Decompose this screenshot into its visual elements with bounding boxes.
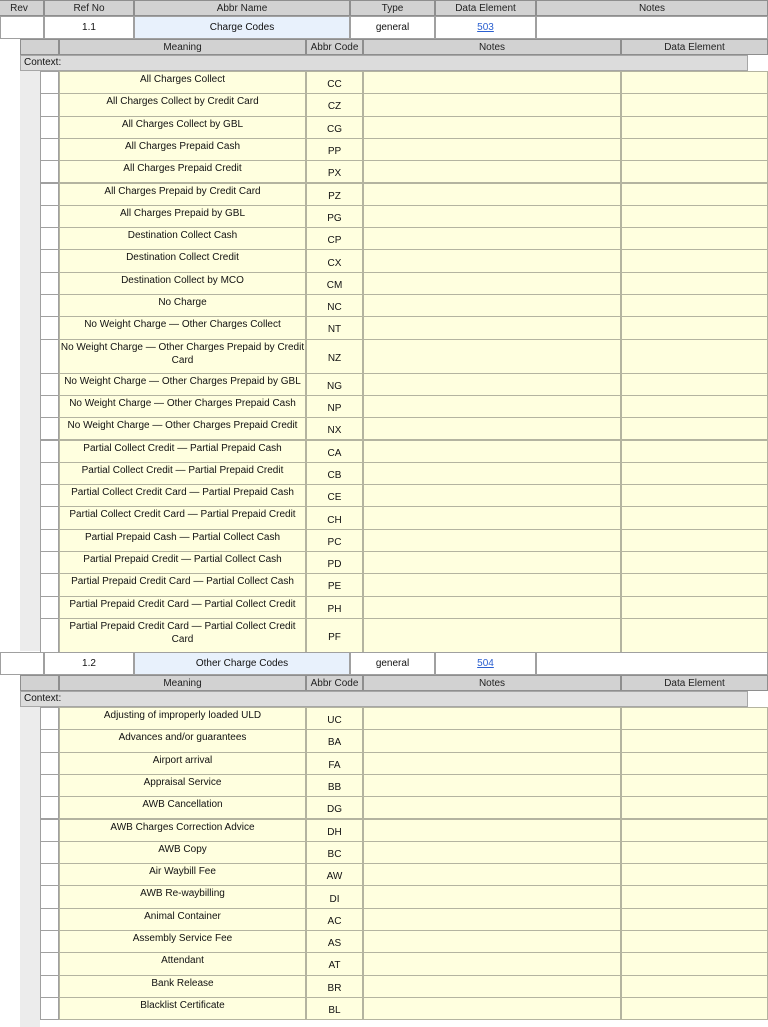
abbr-code-cell: NT (306, 316, 363, 339)
sub-header-spacer (20, 39, 59, 55)
col-header-ref-no: Ref No (44, 0, 134, 16)
abbr-code-cell: CH (306, 506, 363, 529)
row-notes-cell (363, 93, 621, 116)
row-select-cell[interactable] (40, 774, 59, 797)
abbr-code-cell: PX (306, 160, 363, 183)
meaning-cell: Destination Collect Cash (59, 227, 306, 250)
row-select-cell[interactable] (40, 395, 59, 418)
row-select-cell[interactable] (40, 138, 59, 161)
row-notes-cell (363, 952, 621, 975)
abbr-code-cell: BL (306, 997, 363, 1020)
row-data-element-cell (621, 272, 768, 295)
row-select-cell[interactable] (40, 707, 59, 730)
row-select-cell[interactable] (40, 930, 59, 953)
sub-header-notes: Notes (363, 39, 621, 55)
row-data-element-cell (621, 395, 768, 418)
sub-header-abbr-code: Abbr Code (306, 39, 363, 55)
meaning-cell: Bank Release (59, 975, 306, 998)
row-notes-cell (363, 506, 621, 529)
meaning-cell: All Charges Collect by GBL (59, 116, 306, 139)
row-notes-cell (363, 841, 621, 864)
meaning-cell: Partial Collect Credit Card — Partial Prepaid Cash (59, 484, 306, 507)
row-data-element-cell (621, 183, 768, 206)
abbr-name-cell: Charge Codes (134, 16, 350, 39)
row-data-element-cell (621, 484, 768, 507)
sub-header-notes: Notes (363, 675, 621, 691)
row-notes-cell (363, 183, 621, 206)
abbr-code-cell: CM (306, 272, 363, 295)
meaning-cell: Partial Prepaid Credit — Partial Collect Cash (59, 551, 306, 574)
row-notes-cell (363, 774, 621, 797)
sub-header-data-element: Data Element (621, 39, 768, 55)
data-element-link[interactable]: 503 (477, 22, 494, 33)
meaning-cell: No Weight Charge — Other Charges Prepaid by GBL (59, 373, 306, 396)
meaning-cell: Destination Collect by MCO (59, 272, 306, 295)
row-notes-cell (363, 885, 621, 908)
abbr-code-cell: PG (306, 205, 363, 228)
row-data-element-cell (621, 975, 768, 998)
abbr-code-cell: PE (306, 573, 363, 596)
meaning-cell: No Charge (59, 294, 306, 317)
row-data-element-cell (621, 506, 768, 529)
abbr-code-cell: AS (306, 930, 363, 953)
rev-image-cell (0, 16, 44, 39)
abbr-name-cell: Other Charge Codes (134, 652, 350, 675)
row-select-cell[interactable] (40, 440, 59, 463)
abbr-code-cell: PF (306, 618, 363, 653)
row-notes-cell (363, 707, 621, 730)
col-header-data-element: Data Element (435, 0, 536, 16)
meaning-cell: All Charges Prepaid by GBL (59, 205, 306, 228)
sub-header-meaning: Meaning (59, 675, 306, 691)
sub-header-abbr-code: Abbr Code (306, 675, 363, 691)
meaning-cell: Partial Collect Credit — Partial Prepaid Credit (59, 462, 306, 485)
meaning-cell: Air Waybill Fee (59, 863, 306, 886)
row-data-element-cell (621, 249, 768, 272)
row-data-element-cell (621, 116, 768, 139)
meaning-cell: No Weight Charge — Other Charges Collect (59, 316, 306, 339)
sub-header-data-element: Data Element (621, 675, 768, 691)
row-data-element-cell (621, 205, 768, 228)
meaning-cell: AWB Re-waybilling (59, 885, 306, 908)
sub-header-spacer (20, 675, 59, 691)
row-notes-cell (363, 417, 621, 440)
row-data-element-cell (621, 573, 768, 596)
ref-no-cell: 1.1 (44, 16, 134, 39)
meaning-cell: Appraisal Service (59, 774, 306, 797)
row-notes-cell (363, 484, 621, 507)
row-data-element-cell (621, 796, 768, 819)
row-select-cell[interactable] (40, 160, 59, 183)
abbr-code-cell: PH (306, 596, 363, 619)
data-element-cell (435, 652, 536, 675)
abbr-code-cell: BR (306, 975, 363, 998)
row-data-element-cell (621, 71, 768, 94)
row-data-element-cell (621, 774, 768, 797)
row-select-cell[interactable] (40, 885, 59, 908)
row-notes-cell (363, 116, 621, 139)
row-select-cell[interactable] (40, 596, 59, 619)
row-notes-cell (363, 339, 621, 374)
row-notes-cell (363, 316, 621, 339)
row-notes-cell (363, 596, 621, 619)
row-notes-cell (363, 373, 621, 396)
meaning-cell: Animal Container (59, 908, 306, 931)
context-row: Context: (20, 55, 748, 71)
row-data-element-cell (621, 294, 768, 317)
row-data-element-cell (621, 930, 768, 953)
context-row: Context: (20, 691, 748, 707)
row-notes-cell (363, 796, 621, 819)
row-select-cell[interactable] (40, 908, 59, 931)
col-header-notes: Notes (536, 0, 768, 16)
row-select-cell[interactable] (40, 841, 59, 864)
meaning-cell: Blacklist Certificate (59, 997, 306, 1020)
row-select-cell[interactable] (40, 71, 59, 94)
row-data-element-cell (621, 93, 768, 116)
abbr-code-cell: PP (306, 138, 363, 161)
row-data-element-cell (621, 997, 768, 1020)
row-data-element-cell (621, 227, 768, 250)
row-data-element-cell (621, 551, 768, 574)
row-select-cell[interactable] (40, 975, 59, 998)
row-select-cell[interactable] (40, 294, 59, 317)
row-notes-cell (363, 462, 621, 485)
meaning-cell: Destination Collect Credit (59, 249, 306, 272)
row-notes-cell (363, 294, 621, 317)
row-data-element-cell (621, 160, 768, 183)
row-notes-cell (363, 227, 621, 250)
type-cell: general (350, 16, 435, 39)
meaning-cell: AWB Charges Correction Advice (59, 819, 306, 842)
meaning-cell: Adjusting of improperly loaded ULD (59, 707, 306, 730)
abbr-code-cell: CZ (306, 93, 363, 116)
row-data-element-cell (621, 138, 768, 161)
abbr-code-cell: DI (306, 885, 363, 908)
row-notes-cell (363, 930, 621, 953)
abbr-code-cell: PC (306, 529, 363, 552)
row-data-element-cell (621, 339, 768, 374)
row-select-cell[interactable] (40, 729, 59, 752)
row-select-cell[interactable] (40, 997, 59, 1020)
abbr-code-cell: NP (306, 395, 363, 418)
row-data-element-cell (621, 373, 768, 396)
row-notes-cell (363, 160, 621, 183)
data-element-link[interactable]: 504 (477, 658, 494, 669)
abbr-code-cell: NC (306, 294, 363, 317)
row-select-cell[interactable] (40, 227, 59, 250)
abbr-code-cell: CG (306, 116, 363, 139)
meaning-cell: Attendant (59, 952, 306, 975)
abbr-code-cell: CE (306, 484, 363, 507)
row-select-cell[interactable] (40, 462, 59, 485)
row-select-cell[interactable] (40, 205, 59, 228)
abbr-code-cell: CB (306, 462, 363, 485)
meaning-cell: All Charges Prepaid by Credit Card (59, 183, 306, 206)
row-data-element-cell (621, 462, 768, 485)
row-notes-cell (363, 975, 621, 998)
data-element-cell (435, 16, 536, 39)
row-select-cell[interactable] (40, 183, 59, 206)
type-cell: general (350, 652, 435, 675)
row-notes-cell (363, 551, 621, 574)
row-notes-cell (363, 573, 621, 596)
row-select-cell[interactable] (40, 272, 59, 295)
row-data-element-cell (621, 596, 768, 619)
meaning-cell: Partial Prepaid Credit Card — Partial Collect Cash (59, 573, 306, 596)
row-select-cell[interactable] (40, 796, 59, 819)
row-data-element-cell (621, 952, 768, 975)
abbr-code-cell: UC (306, 707, 363, 730)
row-select-cell[interactable] (40, 417, 59, 440)
meaning-cell: AWB Cancellation (59, 796, 306, 819)
row-data-element-cell (621, 841, 768, 864)
abbr-code-cell: PD (306, 551, 363, 574)
abbr-code-cell: DG (306, 796, 363, 819)
row-select-cell[interactable] (40, 506, 59, 529)
meaning-cell: All Charges Prepaid Credit (59, 160, 306, 183)
abbr-code-cell: CX (306, 249, 363, 272)
row-select-cell[interactable] (40, 116, 59, 139)
abbr-code-cell: BA (306, 729, 363, 752)
meaning-cell: AWB Copy (59, 841, 306, 864)
row-notes-cell (363, 205, 621, 228)
row-data-element-cell (621, 863, 768, 886)
meaning-cell: No Weight Charge — Other Charges Prepaid Cash (59, 395, 306, 418)
meaning-cell: Partial Prepaid Credit Card — Partial Collect Credit Card (59, 618, 306, 653)
abbr-code-cell: DH (306, 819, 363, 842)
notes-cell (536, 16, 768, 39)
row-select-cell[interactable] (40, 618, 59, 653)
notes-cell (536, 652, 768, 675)
row-select-cell[interactable] (40, 863, 59, 886)
row-select-cell[interactable] (40, 551, 59, 574)
abbr-code-cell: CA (306, 440, 363, 463)
abbr-code-cell: AT (306, 952, 363, 975)
meaning-cell: Advances and/or guarantees (59, 729, 306, 752)
row-notes-cell (363, 752, 621, 775)
row-data-element-cell (621, 440, 768, 463)
row-select-cell[interactable] (40, 316, 59, 339)
row-notes-cell (363, 71, 621, 94)
col-header-abbr-name: Abbr Name (134, 0, 350, 16)
row-data-element-cell (621, 417, 768, 440)
row-select-cell[interactable] (40, 752, 59, 775)
meaning-cell: No Weight Charge — Other Charges Prepaid by Credit Card (59, 339, 306, 374)
row-data-element-cell (621, 529, 768, 552)
abbr-code-cell: NX (306, 417, 363, 440)
row-data-element-cell (621, 885, 768, 908)
row-select-cell[interactable] (40, 819, 59, 842)
rev-image-cell (0, 652, 44, 675)
row-select-cell[interactable] (40, 529, 59, 552)
col-header-rev-image: Rev (0, 0, 44, 16)
row-notes-cell (363, 138, 621, 161)
row-notes-cell (363, 395, 621, 418)
sub-header-meaning: Meaning (59, 39, 306, 55)
abbr-code-cell: NZ (306, 339, 363, 374)
col-header-type: Type (350, 0, 435, 16)
meaning-cell: Partial Collect Credit — Partial Prepaid Cash (59, 440, 306, 463)
meaning-cell: All Charges Collect by Credit Card (59, 93, 306, 116)
row-select-cell[interactable] (40, 93, 59, 116)
row-select-cell[interactable] (40, 249, 59, 272)
row-notes-cell (363, 249, 621, 272)
row-data-element-cell (621, 618, 768, 653)
abbr-code-cell: FA (306, 752, 363, 775)
row-notes-cell (363, 529, 621, 552)
row-notes-cell (363, 440, 621, 463)
abbr-code-cell: AC (306, 908, 363, 931)
abbr-code-cell: BB (306, 774, 363, 797)
row-data-element-cell (621, 729, 768, 752)
row-select-cell[interactable] (40, 952, 59, 975)
meaning-cell: All Charges Prepaid Cash (59, 138, 306, 161)
meaning-cell: Partial Prepaid Cash — Partial Collect Cash (59, 529, 306, 552)
row-notes-cell (363, 729, 621, 752)
meaning-cell: Partial Prepaid Credit Card — Partial Collect Credit (59, 596, 306, 619)
row-select-cell[interactable] (40, 373, 59, 396)
row-notes-cell (363, 908, 621, 931)
abbr-code-cell: BC (306, 841, 363, 864)
indent-strip (20, 707, 40, 1027)
row-data-element-cell (621, 316, 768, 339)
row-select-cell[interactable] (40, 339, 59, 374)
abbr-code-cell: NG (306, 373, 363, 396)
abbr-code-cell: CP (306, 227, 363, 250)
abbr-code-cell: CC (306, 71, 363, 94)
row-data-element-cell (621, 908, 768, 931)
ref-no-cell: 1.2 (44, 652, 134, 675)
indent-strip (20, 71, 40, 651)
meaning-cell: Assembly Service Fee (59, 930, 306, 953)
row-notes-cell (363, 618, 621, 653)
meaning-cell: Partial Collect Credit Card — Partial Prepaid Credit (59, 506, 306, 529)
abbr-code-cell: PZ (306, 183, 363, 206)
row-notes-cell (363, 997, 621, 1020)
row-notes-cell (363, 863, 621, 886)
meaning-cell: Airport arrival (59, 752, 306, 775)
abbr-code-cell: AW (306, 863, 363, 886)
row-select-cell[interactable] (40, 484, 59, 507)
meaning-cell: No Weight Charge — Other Charges Prepaid Credit (59, 417, 306, 440)
row-data-element-cell (621, 707, 768, 730)
row-select-cell[interactable] (40, 573, 59, 596)
row-notes-cell (363, 819, 621, 842)
row-data-element-cell (621, 819, 768, 842)
row-notes-cell (363, 272, 621, 295)
meaning-cell: All Charges Collect (59, 71, 306, 94)
row-data-element-cell (621, 752, 768, 775)
